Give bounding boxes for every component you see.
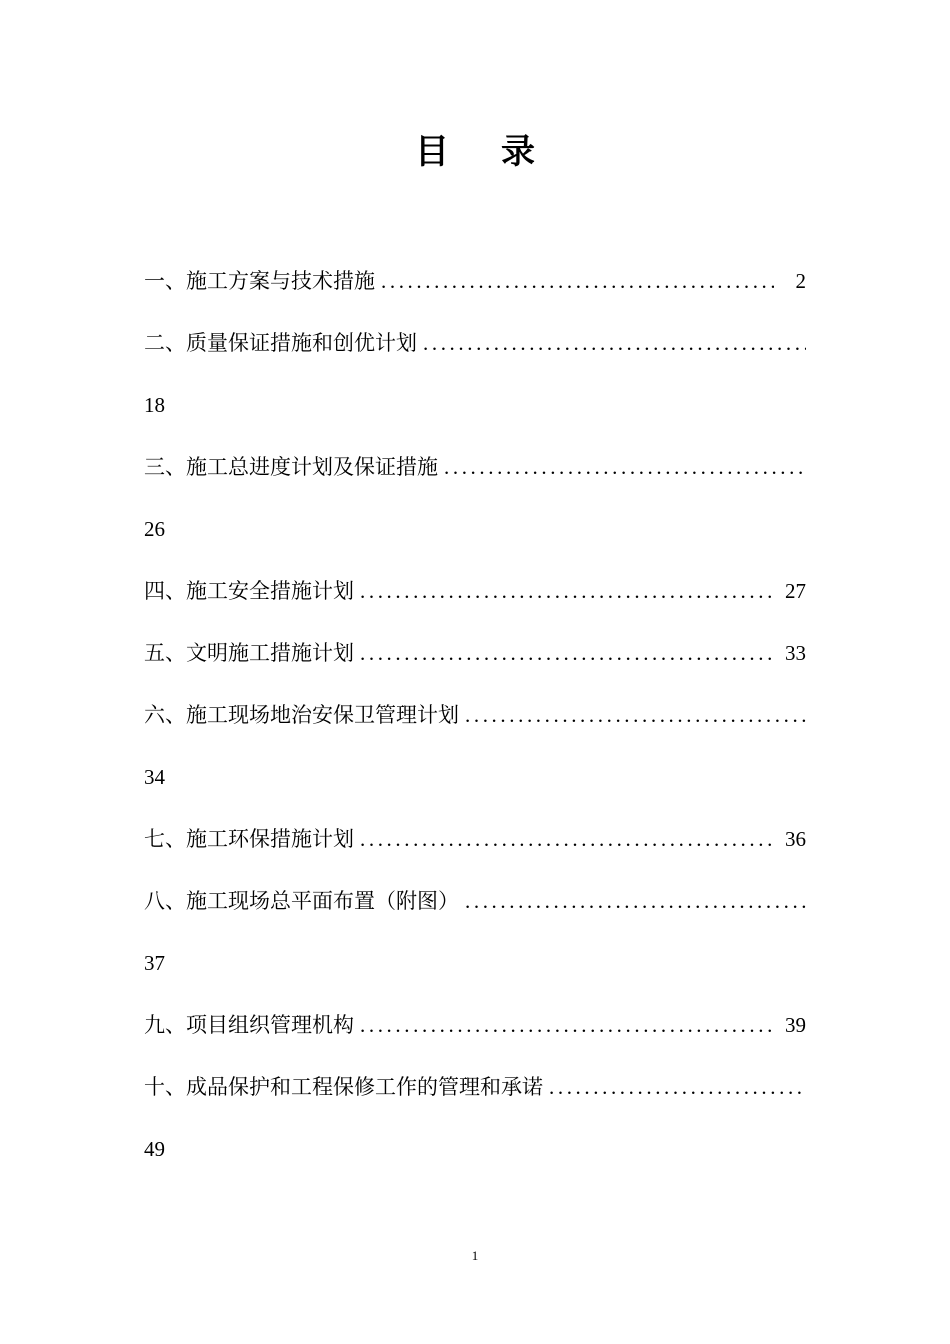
toc-dot-leader xyxy=(360,818,774,860)
toc-dot-leader xyxy=(444,446,806,488)
toc-entry-title: 八、施工现场总平面布置（附图） xyxy=(144,889,459,913)
toc-entry-page-wrapped: 49 xyxy=(144,1137,165,1161)
toc-entry[interactable] xyxy=(144,694,806,756)
toc-entry-title: 四、施工安全措施计划 xyxy=(144,579,354,603)
toc-entry[interactable] xyxy=(144,1066,806,1128)
toc-dot-leader xyxy=(360,632,774,674)
toc-entry-title: 一、施工方案与技术措施 xyxy=(144,269,375,293)
toc-entry-page: 2 xyxy=(795,269,806,293)
toc-entry-page-wrapped: 37 xyxy=(144,951,165,975)
toc-entry-page: 33 xyxy=(785,641,806,665)
toc-entry-page: 27 xyxy=(785,579,806,603)
toc-entry[interactable] xyxy=(144,880,806,942)
toc-dot-leader xyxy=(423,322,806,364)
toc-dot-leader xyxy=(381,260,774,302)
toc-dot-leader xyxy=(465,880,806,922)
toc-entry[interactable] xyxy=(144,322,806,384)
toc-entry-title: 九、项目组织管理机构 xyxy=(144,1013,354,1037)
toc-entry-page-wrapped: 26 xyxy=(144,517,165,541)
toc-entry[interactable] xyxy=(144,570,806,632)
table-of-contents xyxy=(144,260,806,1190)
page-title: 目录 xyxy=(415,132,587,172)
toc-entry-title: 六、施工现场地治安保卫管理计划 xyxy=(144,703,459,727)
toc-entry-title: 五、文明施工措施计划 xyxy=(144,641,354,665)
toc-dot-leader xyxy=(549,1066,806,1108)
toc-entry-page: 36 xyxy=(785,827,806,851)
toc-entry-page: 39 xyxy=(785,1013,806,1037)
toc-entry-title: 二、质量保证措施和创优计划 xyxy=(144,331,417,355)
toc-entry[interactable] xyxy=(144,446,806,508)
footer-page-number: 1 xyxy=(471,1248,479,1263)
toc-entry-page-wrapped: 34 xyxy=(144,765,165,789)
toc-entry-title: 七、施工环保措施计划 xyxy=(144,827,354,851)
toc-entry[interactable] xyxy=(144,632,806,694)
toc-entry-page-wrapped: 18 xyxy=(144,393,165,417)
toc-entry-title: 三、施工总进度计划及保证措施 xyxy=(144,455,438,479)
toc-dot-leader xyxy=(360,570,774,612)
toc-entry[interactable] xyxy=(144,260,806,322)
toc-entry[interactable] xyxy=(144,818,806,880)
toc-entry-title: 十、成品保护和工程保修工作的管理和承诺 xyxy=(144,1075,543,1099)
toc-dot-leader xyxy=(360,1004,774,1046)
toc-dot-leader xyxy=(465,694,806,736)
toc-entry[interactable] xyxy=(144,1004,806,1066)
